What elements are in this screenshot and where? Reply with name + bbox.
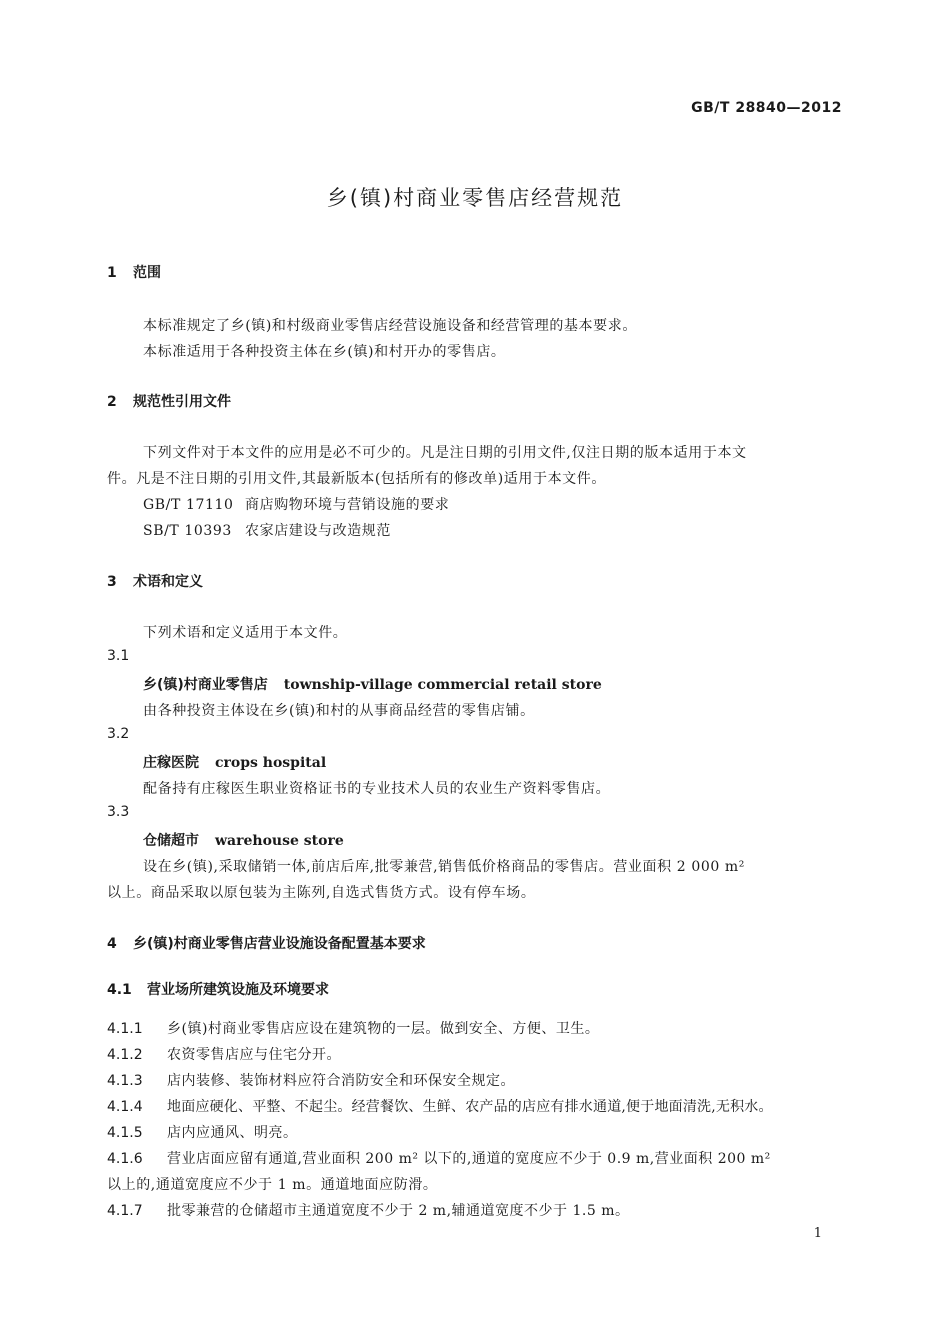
clause-text: 农资零售店应与住宅分开。 — [167, 1047, 341, 1063]
clause-number: 4.1.4 — [107, 1099, 143, 1115]
term-english: crops hospital — [215, 755, 327, 771]
clause — [107, 1122, 298, 1142]
term-chinese: 仓储超市 — [143, 833, 199, 849]
document-title: 乡(镇)村商业零售店经营规范 — [326, 186, 624, 210]
section-3-heading — [107, 571, 203, 591]
clause-number: 4.1.5 — [107, 1125, 143, 1141]
term-heading — [143, 752, 326, 772]
section-title: 范围 — [133, 265, 161, 281]
clause — [107, 1096, 773, 1116]
section-number: 4 — [107, 936, 117, 952]
standard-code: GB/T 28840—2012 — [691, 100, 842, 116]
term-number: 3.1 — [107, 648, 130, 664]
clause — [107, 1044, 341, 1064]
clause-text: 地面应硬化、平整、不起尘。经营餐饮、生鲜、农产品的店应有排水通道,便于地面清洗,无积水。 — [167, 1099, 773, 1115]
clause-text: 乡(镇)村商业零售店应设在建筑物的一层。做到安全、方便、卫生。 — [167, 1021, 600, 1037]
term-number: 3.2 — [107, 726, 130, 742]
term-definition: 配备持有庄稼医生职业资格证书的专业技术人员的农业生产资料零售店。 — [143, 781, 611, 797]
term-heading — [143, 674, 602, 694]
clause — [107, 1018, 599, 1038]
clause-text: 店内装修、装饰材料应符合消防安全和环保安全规定。 — [167, 1073, 515, 1089]
paragraph: 下列术语和定义适用于本文件。 — [143, 625, 348, 641]
section-number: 1 — [107, 265, 117, 281]
clause — [107, 1148, 771, 1168]
clause-number: 4.1.6 — [107, 1151, 143, 1167]
section-title: 乡(镇)村商业零售店营业设施设备配置基本要求 — [133, 936, 426, 952]
term-definition: 设在乡(镇),采取储销一体,前店后库,批零兼营,销售低价格商品的零售店。营业面积 2 000 m² — [143, 859, 745, 875]
normative-reference — [143, 494, 449, 514]
term-english: township-village commercial retail store — [283, 677, 602, 693]
section-4-heading — [107, 933, 426, 953]
section-title: 规范性引用文件 — [133, 394, 231, 410]
subsection-4-1-heading — [107, 979, 329, 999]
paragraph: 下列文件对于本文件的应用是必不可少的。凡是注日期的引用文件,仅注日期的版本适用于本文 — [143, 445, 747, 461]
term-heading — [143, 830, 344, 850]
page-number: 1 — [813, 1226, 822, 1241]
paragraph: 本标准规定了乡(镇)和村级商业零售店经营设施设备和经营管理的基本要求。 — [143, 318, 637, 334]
clause-number: 4.1.7 — [107, 1203, 143, 1219]
clause-continuation: 以上的,通道宽度应不少于 1 m。通道地面应防滑。 — [107, 1177, 438, 1193]
term-chinese: 庄稼医院 — [143, 755, 199, 771]
reference-title: 商店购物环境与营销设施的要求 — [245, 497, 450, 513]
reference-code: GB/T 17110 — [143, 497, 234, 513]
term-definition: 以上。商品采取以原包装为主陈列,自选式售货方式。设有停车场。 — [107, 885, 536, 901]
section-number: 2 — [107, 394, 117, 410]
term-number: 3.3 — [107, 804, 130, 820]
clause — [107, 1070, 515, 1090]
subsection-number: 4.1 — [107, 982, 132, 998]
section-number: 3 — [107, 574, 117, 590]
section-title: 术语和定义 — [133, 574, 203, 590]
clause-number: 4.1.3 — [107, 1073, 143, 1089]
section-1-heading — [107, 262, 161, 282]
clause-number: 4.1.2 — [107, 1047, 143, 1063]
clause — [107, 1200, 629, 1220]
clause-number: 4.1.1 — [107, 1021, 143, 1037]
clause-text: 店内应通风、明亮。 — [167, 1125, 298, 1141]
normative-reference — [143, 520, 391, 540]
clause-text: 营业店面应留有通道,营业面积 200 m² 以下的,通道的宽度应不少于 0.9 m,营业面积 200 m² — [167, 1151, 771, 1167]
reference-code: SB/T 10393 — [143, 523, 232, 539]
subsection-title: 营业场所建筑设施及环境要求 — [147, 982, 329, 998]
term-definition: 由各种投资主体设在乡(镇)和村的从事商品经营的零售店铺。 — [143, 703, 535, 719]
paragraph: 件。凡是不注日期的引用文件,其最新版本(包括所有的修改单)适用于本文件。 — [107, 471, 606, 487]
term-english: warehouse store — [215, 833, 344, 849]
paragraph: 本标准适用于各种投资主体在乡(镇)和村开办的零售店。 — [143, 344, 506, 360]
clause-text: 批零兼营的仓储超市主通道宽度不少于 2 m,辅通道宽度不少于 1.5 m。 — [167, 1203, 630, 1219]
term-chinese: 乡(镇)村商业零售店 — [143, 677, 268, 693]
reference-title: 农家店建设与改造规范 — [245, 523, 391, 539]
section-2-heading — [107, 391, 231, 411]
